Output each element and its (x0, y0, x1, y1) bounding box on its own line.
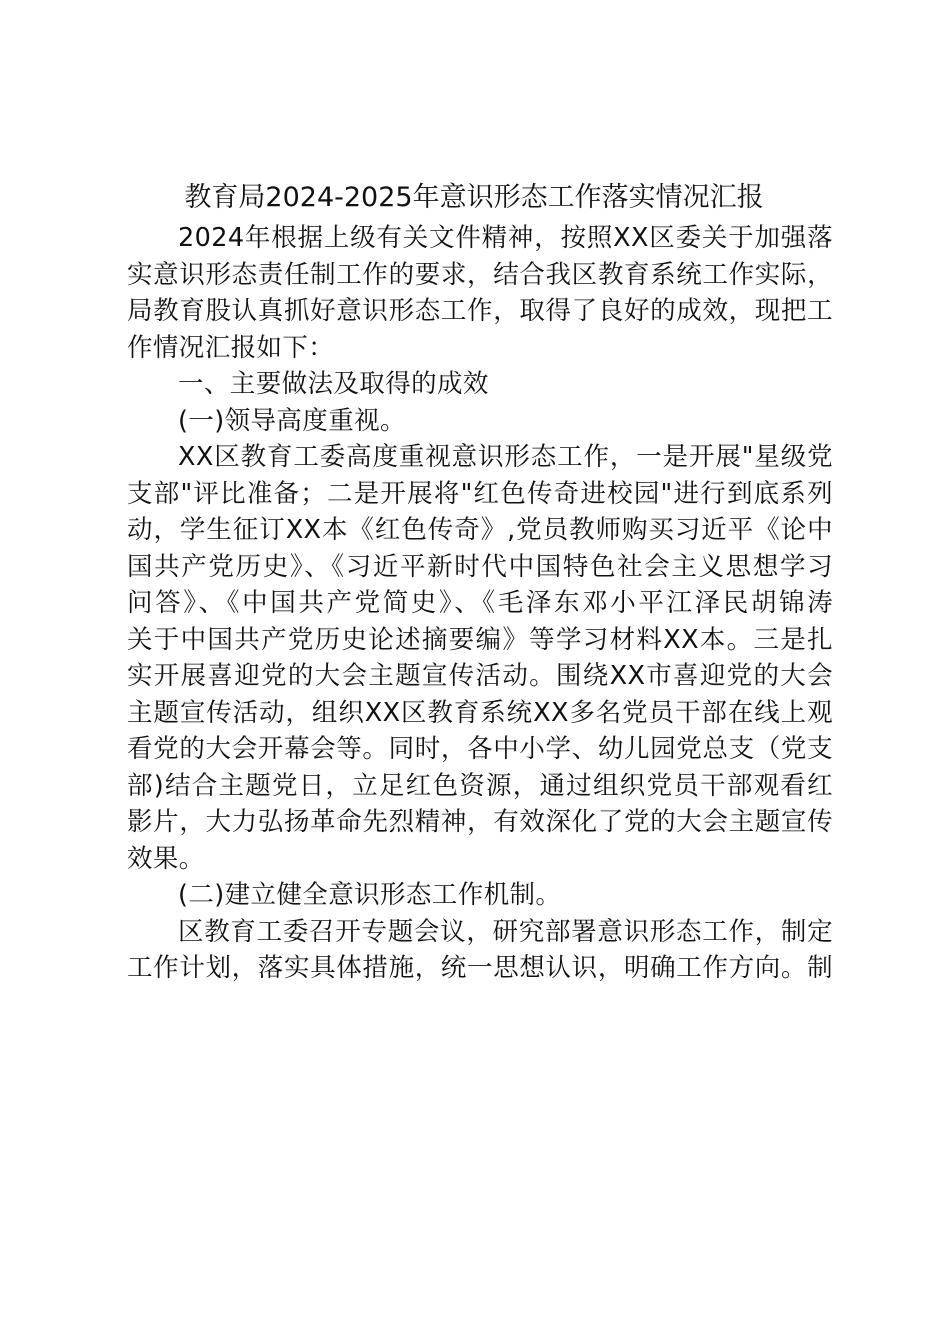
paragraph-line: 支部"评比准备；二是开展将"红色传奇进校园"进行到底系列 (127, 478, 833, 509)
paragraph-line: 关于中国共产党历史论述摘要编》等学习材料XX本。三是扎 (127, 624, 833, 655)
subsection-heading: (一)领导高度重视。 (178, 405, 406, 436)
paragraph-line: 实开展喜迎党的大会主题宣传活动。围绕XX市喜迎党的大会 (127, 661, 833, 691)
intro-paragraph (127, 220, 833, 366)
intro-line: 2024年根据上级有关文件精神，按照XX区委关于加强落 (178, 223, 833, 253)
paragraph-line: 影片，大力弘扬革命先烈精神，有效深化了党的大会主题宣传 (127, 807, 833, 837)
paragraph-leadership (127, 439, 833, 877)
paragraph-line: 动，学生征订XX本《红色传奇》,党员教师购买习近平《论中 (127, 515, 833, 545)
document-title: 教育局2024-2025年意识形态工作落实情况汇报 (184, 182, 764, 213)
paragraph-line: 问答》、《中国共产党简史》、《毛泽东邓小平江泽民胡锦涛 (127, 588, 833, 618)
intro-line: 局教育股认真抓好意识形态工作，取得了良好的成效，现把工 (127, 296, 833, 326)
intro-line: 实意识形态责任制工作的要求，结合我区教育系统工作实际， (127, 259, 833, 290)
paragraph-line: 区教育工委召开专题会议，研究部署意识形态工作，制定 (178, 916, 833, 947)
subsection-heading: (二)建立健全意识形态工作机制。 (178, 880, 562, 910)
section-heading: 一、主要做法及取得的成效 (178, 369, 489, 399)
intro-line: 作情况汇报如下： (127, 332, 335, 363)
paragraph-line: 看党的大会开幕会等。同时，各中小学、幼儿园党总支（党支 (127, 734, 833, 764)
paragraph-mechanism (127, 914, 833, 987)
paragraph-line: 主题宣传活动，组织XX区教育系统XX多名党员干部在线上观 (127, 697, 833, 728)
paragraph-line: XX区教育工委高度重视意识形态工作，一是开展"星级党 (178, 442, 833, 472)
paragraph-line: 工作计划，落实具体措施，统一思想认识，明确工作方向。制 (127, 953, 833, 983)
paragraph-line: 国共产党历史》、《习近平新时代中国特色社会主义思想学习 (127, 551, 833, 582)
paragraph-line: 效果。 (127, 843, 205, 874)
document-body (127, 176, 833, 987)
paragraph-line: 部)结合主题党日，立足红色资源，通过组织党员干部观看红 (127, 770, 833, 801)
